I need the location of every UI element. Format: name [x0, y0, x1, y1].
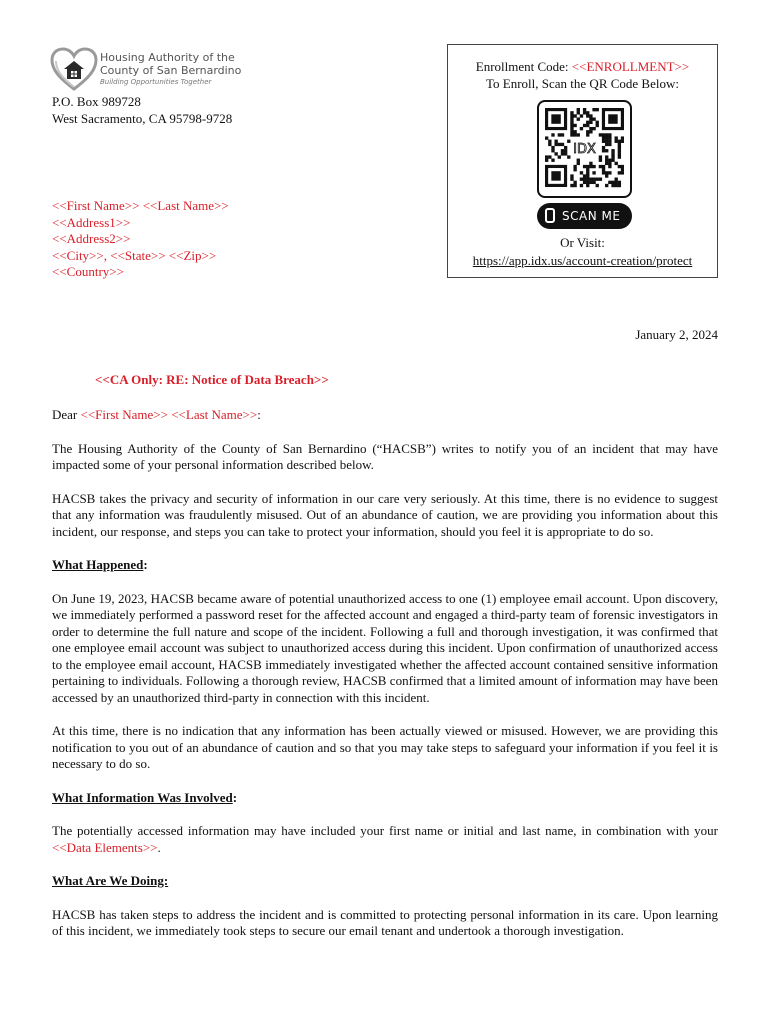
section-heading-what-happened [52, 557, 718, 574]
return-address [52, 93, 232, 127]
phone-icon [545, 208, 555, 223]
recipient-line4: <<City>>, <<State>> <<Zip>> [52, 247, 217, 263]
enrollment-code [448, 58, 717, 75]
enrollment-box [447, 44, 718, 278]
return-address-line1: P.O. Box 989728 [52, 94, 141, 109]
qr-code[interactable] [537, 100, 632, 198]
recipient-line3: <<Address2>> [52, 231, 131, 246]
letter-date: January 2, 2024 [635, 327, 718, 342]
enrollment-url-link[interactable]: https://app.idx.us/account-creation/protect [472, 253, 693, 268]
recipient-line1: <<First Name>> <<Last Name>> [52, 198, 229, 213]
recipient-address [52, 198, 229, 281]
qr-center-label: IDX [573, 142, 596, 157]
or-visit-label: Or Visit: [560, 235, 605, 250]
logo-tagline: Building Opportunities Together [100, 78, 212, 86]
enrollment-code-value: <<ENROLLMENT>> [571, 59, 690, 74]
paragraph-what-happened: On June 19, 2023, HACSB became aware of potential unauthorized access to one (1) employee email account. Upon discovery, we immediately performed a password reset for the affected account and engaged a third-party team of forensic investigators in order to determine the full nature and scope of the incident. Following a full and thorough investigation, it was confirmed that one employee email account was subject to unauthorized access during this incident. Upon confirmation of unauthorized access to the employee email account, HACSB immediately investigated whether the affected account contained sensitive information pertaining to individuals. Following a thorough review, HACSB confirmed that a limited amount of information may have been accessed by an unauthorized third-party in connection with this incident. [52, 590, 718, 705]
what-we-are-doing-heading: What Are We Doing: [52, 873, 169, 888]
enrollment-scan-instruction: To Enroll, Scan the QR Code Below: [486, 76, 679, 91]
return-address-line2: West Sacramento, CA 95798-9728 [52, 111, 233, 126]
what-happened-heading: What Happened [52, 557, 144, 572]
information-involved-heading: What Information Was Involved [52, 789, 233, 805]
recipient-line2: <<Address1>> [52, 214, 131, 230]
enrollment-code-label: Enrollment Code: [475, 59, 572, 74]
logo-name-line1: Housing Authority of the [100, 51, 235, 64]
information-involved-period: . [157, 839, 161, 855]
what-happened-colon: : [143, 557, 148, 572]
salutation-name: <<First Name>> <<Last Name>> [80, 407, 258, 422]
paragraph-privacy: HACSB takes the privacy and security of information in our care very seriously. At this time, there is no evidence to suggest that any information was fraudulently misused. Out of an abundance of caution, we are providing you information about this incident, our response, and steps you can take to protect your information, should you feel it is appropriate to do so. [52, 490, 718, 539]
paragraph-what-we-are-doing: HACSB has taken steps to address the incident and is committed to protecting personal information in its care. Upon learning of this incident, we immediately took steps to secure our email tenant and undertook a thorough investigation. [52, 906, 718, 938]
scan-me-button[interactable] [537, 203, 632, 229]
scan-me-label: SCAN ME [562, 209, 621, 223]
salutation-prefix: Dear [52, 407, 81, 422]
salutation [52, 407, 718, 424]
qr-code-icon [545, 108, 624, 190]
salutation-suffix: : [257, 407, 261, 422]
information-involved-text: The potentially accessed information may have included your first name or initial and last name, in combination with your [52, 823, 718, 838]
data-elements-placeholder: <<Data Elements>> [52, 839, 158, 855]
subject-line: <<CA Only: RE: Notice of Data Breach>> [95, 372, 329, 387]
information-involved-colon: : [232, 789, 238, 805]
logo-name-line2: County of San Bernardino [100, 64, 242, 77]
paragraph-no-indication: At this time, there is no indication that any information has been actually viewed or misused. However, we are providing this notification to you out of an abundance of caution and so that you may take steps to safeguard your information if you feel it is necessary to do so. [52, 723, 718, 771]
recipient-line5: <<Country>> [52, 264, 124, 279]
letter-body [52, 407, 718, 940]
paragraph-intro: The Housing Authority of the County of San Bernardino (“HACSB”) writes to notify you of an incident that may have impacted some of your personal information described below. [52, 440, 718, 472]
paragraph-information-involved [52, 823, 718, 856]
section-heading-what-we-are-doing [52, 873, 718, 890]
section-heading-information-involved [52, 790, 718, 807]
hacsb-logo [50, 47, 240, 91]
heart-house-icon [50, 47, 98, 91]
